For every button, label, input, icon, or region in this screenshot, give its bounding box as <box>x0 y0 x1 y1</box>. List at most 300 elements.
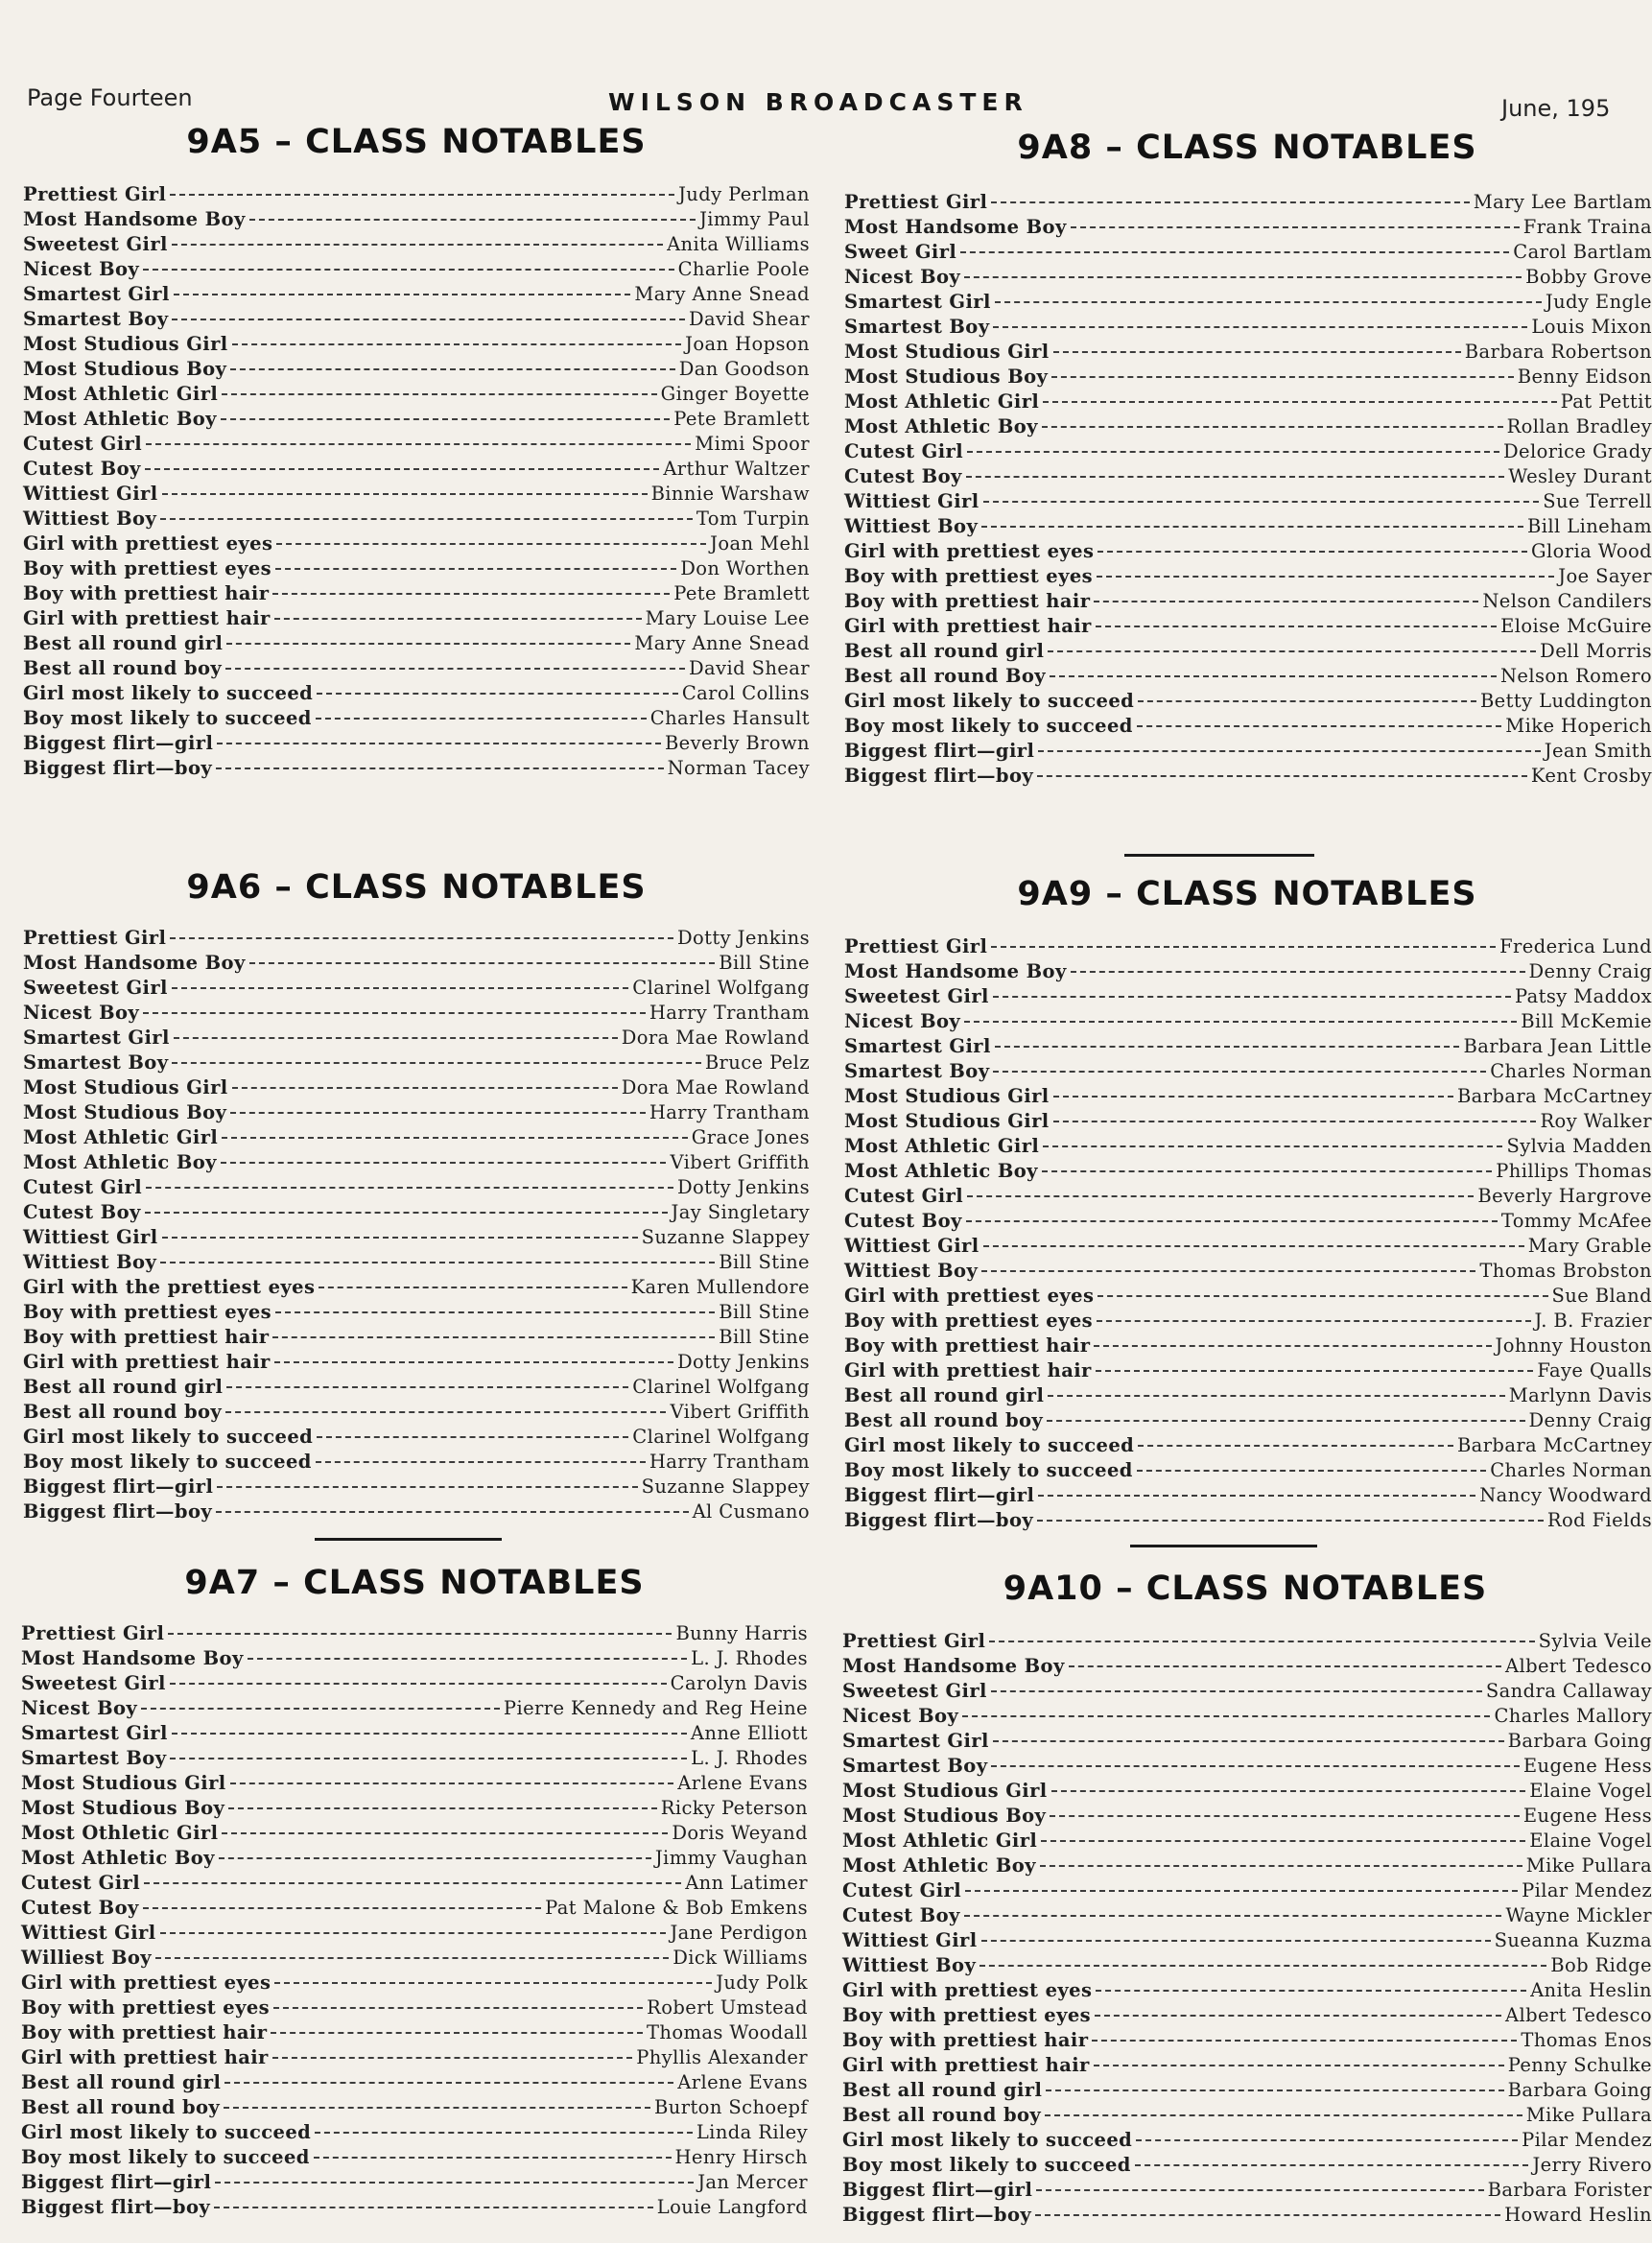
award-label: Most Athletic Boy <box>844 1160 1038 1182</box>
dotted-leader <box>1050 675 1497 677</box>
award-label: Boy most likely to succeed <box>844 715 1133 737</box>
student-name: Harry Trantham <box>649 1101 810 1123</box>
section-9a6 <box>23 868 810 1540</box>
award-label: Biggest flirt—boy <box>21 2196 211 2218</box>
award-label: Boy most likely to succeed <box>23 707 312 729</box>
list-item <box>23 1475 810 1499</box>
student-name: Pierre Kennedy and Reg Heine <box>503 1697 808 1719</box>
section-title: 9A10 – CLASS NOTABLES <box>1003 1570 1488 1608</box>
page-header <box>0 0 1631 125</box>
dotted-leader <box>232 343 682 345</box>
list-item <box>844 564 1652 589</box>
student-name: Jay Singletary <box>671 1201 810 1223</box>
dotted-leader <box>964 276 1522 278</box>
notables-list <box>23 182 810 781</box>
list-item <box>23 482 810 507</box>
list-item <box>844 290 1652 315</box>
student-name: Delorice Grady <box>1503 440 1652 462</box>
dotted-leader <box>1035 2214 1500 2216</box>
dotted-leader <box>216 1511 688 1513</box>
student-name: Albert Tedesco <box>1504 2004 1652 2026</box>
list-item <box>23 1400 810 1425</box>
award-label: Most Athletic Girl <box>844 1135 1040 1157</box>
list-item <box>844 1309 1652 1334</box>
dotted-leader <box>274 1361 673 1363</box>
student-name: Frank Traina <box>1522 216 1652 238</box>
award-label: Girl most likely to succeed <box>844 690 1135 712</box>
dotted-leader <box>1095 2015 1501 2017</box>
dotted-leader <box>1097 1320 1531 1322</box>
list-item <box>23 1125 810 1150</box>
section-divider <box>1130 1545 1317 1547</box>
list-item <box>844 240 1652 265</box>
award-label: Boy with prettiest hair <box>21 2021 268 2043</box>
award-label: Prettiest Girl <box>23 927 167 949</box>
list-item <box>844 714 1652 739</box>
dotted-leader <box>1037 1520 1544 1522</box>
award-label: Biggest flirt—boy <box>23 1500 213 1523</box>
award-label: Most Studious Boy <box>23 358 227 380</box>
dotted-leader <box>273 2007 643 2009</box>
list-item <box>21 2145 808 2170</box>
student-name: Carol Collins <box>681 682 810 704</box>
award-label: Most Athletic Girl <box>23 383 219 405</box>
award-label: Cutest Girl <box>844 1185 964 1207</box>
dotted-leader <box>991 946 1496 948</box>
dotted-leader <box>983 501 1540 503</box>
award-label: Wittiest Girl <box>844 1235 979 1257</box>
award-label: Sweetest Girl <box>21 1672 166 1694</box>
award-label: Girl with prettiest hair <box>21 2046 269 2068</box>
student-name: Judy Perlman <box>678 183 810 205</box>
award-label: Prettiest Girl <box>21 1622 165 1644</box>
dotted-leader <box>1046 2090 1503 2091</box>
student-name: Clarinel Wolfgang <box>632 1426 810 1448</box>
list-item <box>21 1946 808 1971</box>
dotted-leader <box>1038 750 1541 752</box>
award-label: Prettiest Girl <box>842 1630 986 1652</box>
list-item <box>844 589 1652 614</box>
award-label: Most Studious Girl <box>844 341 1050 363</box>
award-label: Smartest Girl <box>844 1035 991 1057</box>
dotted-leader <box>314 2157 672 2159</box>
dotted-leader <box>319 1287 626 1288</box>
list-item <box>21 1621 808 1646</box>
dotted-leader <box>1043 1145 1502 1147</box>
award-label: Most Studious Boy <box>842 1805 1047 1827</box>
award-label: Wittiest Girl <box>23 1226 158 1248</box>
student-name: Tommy McAfee <box>1500 1210 1652 1232</box>
award-label: Smartest Boy <box>842 1755 988 1777</box>
list-item <box>21 1696 808 1721</box>
dotted-leader <box>1051 1790 1526 1792</box>
student-name: Joe Sayer <box>1558 565 1652 587</box>
award-label: Biggest flirt—girl <box>844 740 1035 762</box>
award-label: Most Studious Girl <box>842 1780 1048 1802</box>
award-label: Cutest Girl <box>23 433 143 455</box>
student-name: Faye Qualls <box>1537 1359 1652 1381</box>
award-label: Girl most likely to succeed <box>23 1426 314 1448</box>
dotted-leader <box>1042 426 1503 428</box>
award-label: Smartest Girl <box>842 1730 989 1752</box>
award-label: Wittiest Girl <box>844 490 979 512</box>
award-label: Girl with prettiest hair <box>23 607 271 629</box>
student-name: Pat Malone & Bob Emkens <box>545 1897 808 1919</box>
award-label: Cutest Girl <box>844 440 964 462</box>
dotted-leader <box>146 443 691 445</box>
award-label: Girl most likely to succeed <box>842 2129 1133 2151</box>
dotted-leader <box>993 996 1511 998</box>
list-item <box>23 631 810 656</box>
list-item <box>23 1075 810 1100</box>
award-label: Boy with prettiest hair <box>23 582 270 604</box>
award-label: Most Handsome Boy <box>21 1647 244 1669</box>
award-label: Girl with prettiest eyes <box>844 540 1095 562</box>
award-label: Boy most likely to succeed <box>842 2154 1131 2176</box>
student-name: Arlene Evans <box>677 2071 808 2093</box>
student-name: Beverly Brown <box>664 732 810 754</box>
dotted-leader <box>965 1890 1518 1892</box>
student-name: Mary Louise Lee <box>645 607 810 629</box>
list-item <box>844 689 1652 714</box>
student-name: Pilar Mendez <box>1522 2129 1652 2151</box>
list-item <box>842 2028 1652 2053</box>
student-name: Ricky Peterson <box>660 1797 808 1819</box>
student-name: Jan Mercer <box>697 2171 808 2193</box>
list-item <box>21 1721 808 1746</box>
student-name: Don Worthen <box>680 557 810 579</box>
list-item <box>842 2078 1652 2103</box>
dotted-leader <box>160 518 693 520</box>
award-label: Girl with prettiest hair <box>844 1359 1092 1381</box>
dotted-leader <box>221 418 670 420</box>
student-name: Penny Schulke <box>1507 2054 1652 2076</box>
award-label: Best all round girl <box>23 1376 224 1398</box>
student-name: Patsy Maddox <box>1514 985 1652 1007</box>
list-item <box>23 926 810 951</box>
award-label: Boy with prettiest eyes <box>842 2004 1092 2026</box>
list-item <box>844 1084 1652 1109</box>
dotted-leader <box>991 1690 1482 1692</box>
award-label: Most Athletic Boy <box>844 415 1038 437</box>
student-name: Al Cusmano <box>692 1500 810 1523</box>
award-label: Most Studious Girl <box>844 1110 1050 1132</box>
award-label: Most Studious Boy <box>21 1797 225 1819</box>
list-item <box>844 1334 1652 1358</box>
dotted-leader <box>989 1641 1534 1642</box>
list-item <box>844 1383 1652 1408</box>
list-item <box>23 681 810 706</box>
list-item <box>844 390 1652 414</box>
dotted-leader <box>1096 1990 1526 1992</box>
list-item <box>842 1853 1652 1878</box>
award-label: Most Othletic Girl <box>21 1822 219 1844</box>
student-name: Bill Stine <box>719 1326 810 1348</box>
notables-list <box>842 1629 1652 2228</box>
list-item <box>842 1729 1652 1754</box>
student-name: Barbara Going <box>1507 2079 1652 2101</box>
list-item <box>23 556 810 581</box>
list-item <box>844 190 1652 215</box>
award-label: Biggest flirt—girl <box>844 1484 1035 1506</box>
list-item <box>21 1995 808 2020</box>
list-item <box>21 2045 808 2070</box>
award-label: Girl with prettiest eyes <box>23 532 273 555</box>
dotted-leader <box>1069 1665 1501 1667</box>
dotted-leader <box>230 1783 674 1784</box>
list-item <box>842 1878 1652 1903</box>
dotted-leader <box>172 1062 700 1064</box>
list-item <box>844 1483 1652 1508</box>
list-item <box>842 2178 1652 2203</box>
list-item <box>23 1300 810 1325</box>
list-item <box>23 282 810 307</box>
dotted-leader <box>966 476 1505 478</box>
award-label: Most Athletic Girl <box>844 390 1040 413</box>
dotted-leader <box>993 1071 1486 1073</box>
award-label: Smartest Boy <box>23 308 169 330</box>
list-item <box>23 1450 810 1475</box>
award-label: Most Athletic Girl <box>842 1830 1038 1852</box>
student-name: Bill Stine <box>719 1301 810 1323</box>
list-item <box>21 1646 808 1671</box>
student-name: Charlie Poole <box>677 258 810 280</box>
dotted-leader <box>993 326 1527 328</box>
dotted-leader <box>276 543 706 545</box>
dotted-leader <box>1048 650 1536 652</box>
list-item <box>21 2070 808 2095</box>
list-item <box>23 432 810 457</box>
award-label: Smartest Boy <box>23 1051 169 1074</box>
list-item <box>842 1804 1652 1829</box>
dotted-leader <box>964 1915 1502 1917</box>
award-label: Most Studious Boy <box>844 366 1049 388</box>
student-name: Mary Anne Snead <box>634 632 810 654</box>
dotted-leader <box>1048 1395 1505 1397</box>
dotted-leader <box>160 1262 715 1263</box>
list-item <box>23 1026 810 1051</box>
list-item <box>844 739 1652 764</box>
award-label: Boy most likely to succeed <box>21 2146 310 2168</box>
list-item <box>842 1704 1652 1729</box>
dotted-leader <box>1138 1445 1453 1447</box>
dotted-leader <box>1038 1495 1475 1497</box>
dotted-leader <box>967 451 1499 453</box>
section-title: 9A8 – CLASS NOTABLES <box>1017 129 1477 167</box>
dotted-leader <box>226 1386 628 1388</box>
award-label: Best all round girl <box>844 640 1045 662</box>
student-name: Doris Weyand <box>672 1822 808 1844</box>
award-label: Most Handsome Boy <box>842 1655 1065 1677</box>
award-label: Sweetest Girl <box>23 233 168 255</box>
award-label: Smartest Boy <box>844 1060 990 1082</box>
dotted-leader <box>168 1633 672 1635</box>
student-name: L. J. Rhodes <box>691 1647 808 1669</box>
list-item <box>23 257 810 282</box>
dotted-leader <box>170 194 674 196</box>
award-label: Boy with prettiest hair <box>23 1326 270 1348</box>
list-item <box>844 1209 1652 1234</box>
list-item <box>23 1150 810 1175</box>
student-name: Pat Pettit <box>1560 390 1652 413</box>
list-item <box>23 332 810 357</box>
list-item <box>844 1159 1652 1184</box>
student-name: Henry Hirsch <box>674 2146 808 2168</box>
student-name: Harry Trantham <box>649 1002 810 1024</box>
student-name: Binnie Warshaw <box>650 483 810 505</box>
notables-list <box>844 934 1652 1533</box>
award-label: Wittiest Girl <box>23 483 158 505</box>
student-name: Burton Schoepf <box>654 2096 808 2118</box>
student-name: Barbara McCartney <box>1456 1434 1652 1456</box>
list-item <box>23 731 810 756</box>
dotted-leader <box>1042 1170 1492 1172</box>
notables-list <box>23 926 810 1524</box>
list-item <box>844 215 1652 240</box>
dotted-leader <box>1097 551 1527 553</box>
award-label: Most Studious Girl <box>23 1076 228 1098</box>
dotted-leader <box>219 1857 651 1859</box>
dotted-leader <box>981 526 1523 528</box>
dotted-leader <box>172 1733 687 1735</box>
award-label: Girl with prettiest eyes <box>21 1971 271 1994</box>
student-name: Sandra Callaway <box>1485 1680 1652 1702</box>
student-name: Carolyn Davis <box>670 1672 808 1694</box>
publication-title: WILSON BROADCASTER <box>608 88 1028 116</box>
dotted-leader <box>1051 376 1513 378</box>
student-name: Joan Mehl <box>710 532 810 555</box>
dotted-leader <box>272 1336 715 1338</box>
award-label: Sweetest Girl <box>842 1680 987 1702</box>
student-name: Gloria Wood <box>1530 540 1652 562</box>
dotted-leader <box>316 718 647 720</box>
list-item <box>23 307 810 332</box>
list-item <box>21 1796 808 1821</box>
award-label: Most Athletic Boy <box>21 1847 215 1869</box>
dotted-leader <box>222 1137 688 1139</box>
dotted-leader <box>995 301 1542 303</box>
list-item <box>21 1746 808 1771</box>
dotted-leader <box>224 2082 673 2084</box>
student-name: Judy Polk <box>716 1971 808 1994</box>
dotted-leader <box>144 1882 681 1884</box>
dotted-leader <box>170 1758 687 1759</box>
student-name: Marlynn Davis <box>1508 1384 1652 1406</box>
list-item <box>844 1508 1652 1533</box>
dotted-leader <box>170 937 673 939</box>
award-label: Girl with prettiest hair <box>842 2054 1090 2076</box>
student-name: Roy Walker <box>1540 1110 1652 1132</box>
award-label: Boy with prettiest eyes <box>23 557 272 579</box>
student-name: Tom Turpin <box>696 508 810 530</box>
student-name: Barbara Robertson <box>1464 341 1652 363</box>
list-item <box>23 507 810 531</box>
section-divider <box>1124 854 1314 857</box>
dotted-leader <box>315 2132 693 2134</box>
student-name: Dotty Jenkins <box>677 927 810 949</box>
list-item <box>23 1225 810 1250</box>
student-name: Dotty Jenkins <box>677 1176 810 1198</box>
student-name: Judy Engle <box>1545 291 1652 313</box>
student-name: Barbara Forister <box>1487 2179 1652 2201</box>
list-item <box>844 489 1652 514</box>
award-label: Boy with prettiest hair <box>844 590 1091 612</box>
list-item <box>844 539 1652 564</box>
list-item <box>844 1433 1652 1458</box>
award-label: Nicest Boy <box>844 1010 961 1032</box>
dotted-leader <box>143 1012 646 1014</box>
section-title: 9A9 – CLASS NOTABLES <box>1017 875 1477 913</box>
section-9a9 <box>844 875 1652 1546</box>
list-item <box>842 1903 1652 1928</box>
student-name: Elaine Vogel <box>1529 1780 1652 1802</box>
student-name: Denny Craig <box>1528 960 1652 982</box>
student-name: Sylvia Madden <box>1506 1135 1652 1157</box>
list-item <box>844 984 1652 1009</box>
student-name: Harry Trantham <box>649 1451 810 1473</box>
award-label: Prettiest Girl <box>23 183 167 205</box>
list-item <box>23 1325 810 1350</box>
list-item <box>23 457 810 482</box>
dotted-leader <box>1135 2164 1529 2166</box>
dotted-leader <box>275 1311 715 1313</box>
student-name: Mike Pullara <box>1525 2104 1652 2126</box>
student-name: Clarinel Wolfgang <box>632 977 810 999</box>
award-label: Most Handsome Boy <box>844 960 1067 982</box>
section-title: 9A7 – CLASS NOTABLES <box>184 1564 645 1602</box>
list-item <box>844 639 1652 664</box>
student-name: Bruce Pelz <box>704 1051 810 1074</box>
dotted-leader <box>214 2207 653 2208</box>
student-name: Clarinel Wolfgang <box>632 1376 810 1398</box>
list-item <box>844 439 1652 464</box>
student-name: Albert Tedesco <box>1504 1655 1652 1677</box>
student-name: Charles Mallory <box>1494 1705 1652 1727</box>
student-name: Dan Goodson <box>678 358 810 380</box>
student-name: Mimi Spoor <box>695 433 810 455</box>
dotted-leader <box>1097 1295 1547 1297</box>
award-label: Cutest Boy <box>844 465 962 487</box>
student-name: Charles Hansult <box>649 707 810 729</box>
dotted-leader <box>1097 576 1554 578</box>
student-name: Eugene Hess <box>1522 1755 1652 1777</box>
dotted-leader <box>221 1162 667 1164</box>
dotted-leader <box>274 1982 712 1984</box>
dotted-leader <box>1094 601 1478 602</box>
student-name: Linda Riley <box>696 2121 808 2143</box>
student-name: Jane Perdigon <box>670 1922 808 1944</box>
dotted-leader <box>272 2057 632 2059</box>
award-label: Wittiest Boy <box>23 1251 157 1273</box>
list-item <box>23 706 810 731</box>
list-item <box>21 1896 808 1921</box>
dotted-leader <box>274 618 642 620</box>
award-label: Boy with prettiest eyes <box>844 1310 1094 1332</box>
student-name: Denny Craig <box>1528 1409 1652 1431</box>
dotted-leader <box>174 294 631 295</box>
award-label: Best all round girl <box>21 2071 222 2093</box>
student-name: Beverly Hargrove <box>1477 1185 1652 1207</box>
student-name: Wesley Durant <box>1508 465 1652 487</box>
student-name: Frederica Lund <box>1499 935 1652 957</box>
award-label: Best all round boy <box>23 1401 223 1423</box>
dotted-leader <box>222 1832 668 1834</box>
student-name: Thomas Brobston <box>1479 1260 1652 1282</box>
dotted-leader <box>981 1940 1491 1942</box>
student-name: Betty Luddington <box>1479 690 1652 712</box>
dotted-leader <box>145 468 660 470</box>
award-label: Best all round girl <box>844 1384 1045 1406</box>
